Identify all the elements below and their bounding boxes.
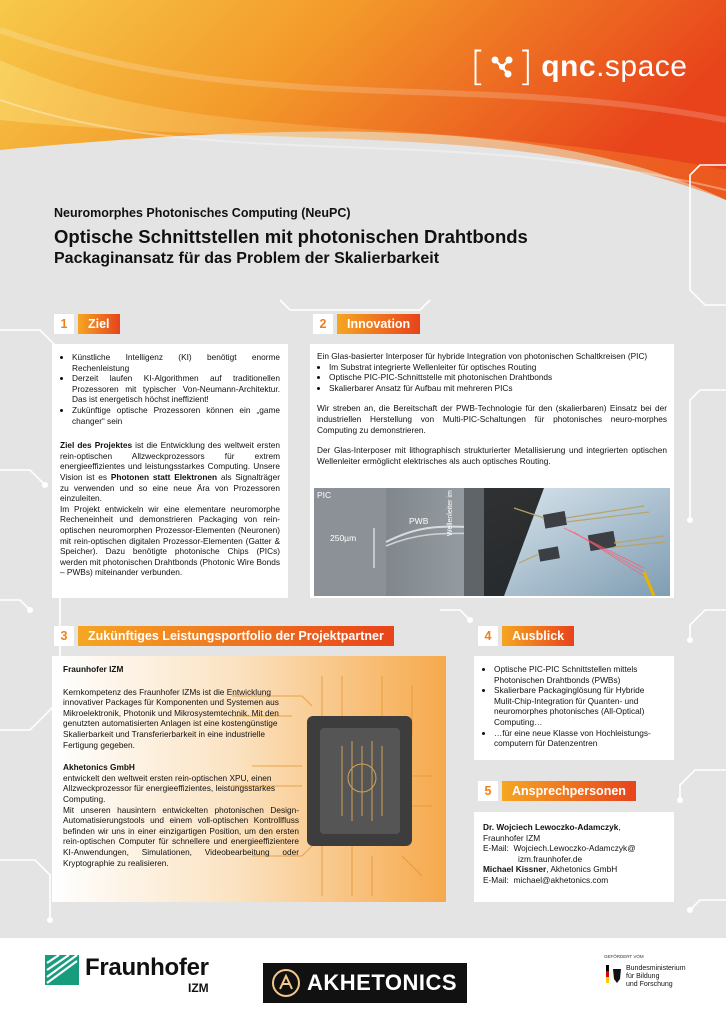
bmbf-logo	[604, 954, 694, 1001]
section-label: Ziel	[78, 314, 120, 334]
logo-wordmark: qnc.space	[541, 50, 688, 83]
contact-1-org: Fraunhofer IZM	[483, 832, 541, 843]
ziel-body: Im Projekt entwickeln wir eine elementare neuromorphe Recheneinheit und demonstrieren Packaging von rein-optischen neuromorphen Prozessor-Elementen (Neuronen) mit rein-optischen digitalen Prozessor-Elementen (Gatter & Speicher). Dazu benötigte photonische Chips (PICs) werden mit photonischen Drahtbonds (Photonic Wire Bonds – PWBs) miteinander verbunden.	[60, 503, 280, 578]
section-label: Ausblick	[502, 626, 574, 646]
akhetonics-mark-icon	[271, 968, 301, 998]
partner-text-akhetonics-2: Mit unseren hausintern entwickelten photonischen Design-Automatisierungstools und einem voll-optischen Kontrollfluss befinden wir uns in einer einzigartigen Position, um den ersten rein-optischen Computer für schnellere und energieeffizientere KI-Anwendungen, Simulationen, Videobearbeitung oder Kryptographie zu realisieren.	[63, 804, 299, 868]
logo-bracket-left: [	[470, 44, 486, 90]
kontakt-box	[474, 812, 674, 902]
contact-2-name: Michael Kissner, Akhetonics GmbH	[483, 864, 618, 875]
portfolio-box	[52, 656, 446, 902]
section-label: Ansprechpersonen	[502, 781, 636, 801]
section-number: 2	[313, 314, 333, 334]
contact-2-email: E-Mail: michael@akhetonics.com	[483, 874, 609, 885]
innovation-intro: Ein Glas-basierter Interposer für hybride Integration von photonischen Schaltkreisen (PIC)	[317, 351, 648, 361]
partner-name-izm: Fraunhofer IZM	[63, 664, 124, 674]
section-number: 3	[54, 626, 74, 646]
image-label-pwb: PWB	[409, 516, 429, 526]
ausblick-box	[474, 656, 674, 760]
portfolio-text	[63, 664, 299, 868]
list-item: • Künstliche Intelligenz (KI) benötigt enorme Rechenleistung	[72, 352, 280, 373]
contact-1-email: E-Mail: Wojciech.Lewoczko-Adamczyk@	[483, 843, 636, 854]
list-item: • Optische PIC-PIC-Schnittstelle mit photonischen Drahtbonds	[329, 372, 667, 383]
ziel-box	[52, 344, 288, 598]
section-header-ausblick	[478, 626, 574, 646]
section-header-ziel	[54, 314, 120, 334]
fraunhofer-mark-icon	[45, 955, 79, 985]
akhetonics-wordmark: AKHETONICS	[307, 970, 458, 995]
footer	[0, 938, 726, 1024]
bmbf-line-3: und Forschung	[626, 981, 673, 988]
section-number: 4	[478, 626, 498, 646]
list-item: • Skalierbare Packaginglösung für Hybride Mulit-Chip-Integration für Quanten- und neuromorphes photonisches (All-Optical) Computing…	[494, 685, 666, 727]
page-subtitle: Packaginansatz für das Problem der Skalierbarkeit	[54, 250, 440, 267]
page-title: Optische Schnittstellen mit photonischen Drahtbonds	[54, 226, 528, 247]
list-item: • Skalierbarer Ansatz für Aufbau mit mehreren PICs	[329, 383, 667, 394]
bmbf-line-2: für Bildung	[626, 973, 660, 980]
contact-1-email-cont: izm.fraunhofer.de	[518, 853, 583, 864]
image-label-waveguide: Wellenleiter im Substrat	[447, 462, 454, 536]
list-item: • …für eine neue Klasse von Hochleistungs-computern für Datenzentren	[494, 728, 666, 749]
izm-wordmark: IZM	[188, 981, 209, 995]
list-item: • Zukünftige optische Prozessoren können ein „game changer“ sein	[72, 405, 280, 426]
fraunhofer-wordmark: Fraunhofer	[85, 954, 209, 981]
molecule-icon	[488, 53, 516, 81]
image-label-scale: 250µm	[330, 533, 357, 543]
ziel-goal: Ziel des Projektes ist die Entwicklung des weltweit ersten rein-optischen Allzweckprozessors für extrem energieeffizientes und leistungsstarkes Computing. Unsere Vision ist es Photonen statt Elektronen als Signalträger zu verwenden und so eine neue Ära von Prozessoren einzuleiten.	[60, 440, 280, 504]
interposer-photo	[314, 488, 670, 596]
partner-text-akhetonics-1: entwickelt den weltweit ersten rein-optischen XPU, einen Allzweckprozessor für energieeffizientes, leistungsstarkes Computing.	[63, 772, 275, 804]
section-header-innovation	[313, 314, 420, 334]
image-label-pic: PIC	[317, 490, 332, 500]
list-item: • Optische PIC-PIC Schnittstellen mittels Photonischen Drahtbonds (PWBs)	[494, 664, 666, 685]
section-number: 1	[54, 314, 74, 334]
funding-label: GEFÖRDERT VOM	[604, 954, 644, 959]
logo-bracket-right: ]	[517, 44, 534, 90]
section-header-portfolio	[54, 626, 394, 646]
innovation-para1: Wir streben an, die Bereitschaft der PWB-Technologie für den (skalierbaren) Einsatz bei der industriellen Herstellung von Multi-PIC-Schaltungen für photonisches neuro-morphes Computing zu demonstrieren.	[317, 403, 667, 435]
federal-eagle-icon	[604, 965, 624, 1001]
akhetonics-logo	[263, 963, 467, 1003]
list-item: • Derzeit laufen KI-Algorithmen auf traditionellen Prozessoren mit typischer Von-Neumann-Architektur. Das ist energetisch höchst ineffizient!	[72, 373, 280, 405]
bmbf-line-1: Bundesministerium	[626, 965, 686, 972]
section-header-kontakt	[478, 781, 636, 801]
partner-name-akhetonics: Akhetonics GmbH	[63, 762, 135, 773]
project-name: Neuromorphes Photonisches Computing (NeuPC)	[54, 206, 351, 220]
innovation-para2: Der Glas-Interposer mit lithographisch strukturierter Metallisierung und integrierten optischen Wellenleiter ermöglicht elektrisches als auch optisches Routing.	[317, 445, 667, 466]
innovation-box	[310, 344, 674, 598]
section-label: Zukünftiges Leistungsportfolio der Projektpartner	[78, 626, 394, 646]
header-banner	[0, 0, 726, 200]
fraunhofer-logo	[45, 955, 209, 995]
interposer-image	[314, 462, 670, 596]
list-item: • Im Substrat integrierte Wellenleiter für optisches Routing	[329, 362, 667, 373]
section-number: 5	[478, 781, 498, 801]
ziel-bullets	[60, 352, 280, 426]
contact-1-name: Dr. Wojciech Lewoczko-Adamczyk,	[483, 822, 621, 832]
ausblick-bullets	[482, 664, 666, 749]
section-label: Innovation	[337, 314, 420, 334]
qnc-space-logo	[470, 42, 687, 92]
innovation-bullets	[317, 362, 667, 394]
partner-text-izm: Kernkompetenz des Fraunhofer IZMs ist die Entwicklung innovativer Packages für Komponenten und Systemen aus Mikroelektronik, Photonik und Mikrosystemtechnik. Mit den genutzten automatisierten Anlagen ist eine kostengünstige Skalierbarkeit und Transferierbarkeit in eine industrielle Fertigung gegeben.	[63, 686, 279, 750]
